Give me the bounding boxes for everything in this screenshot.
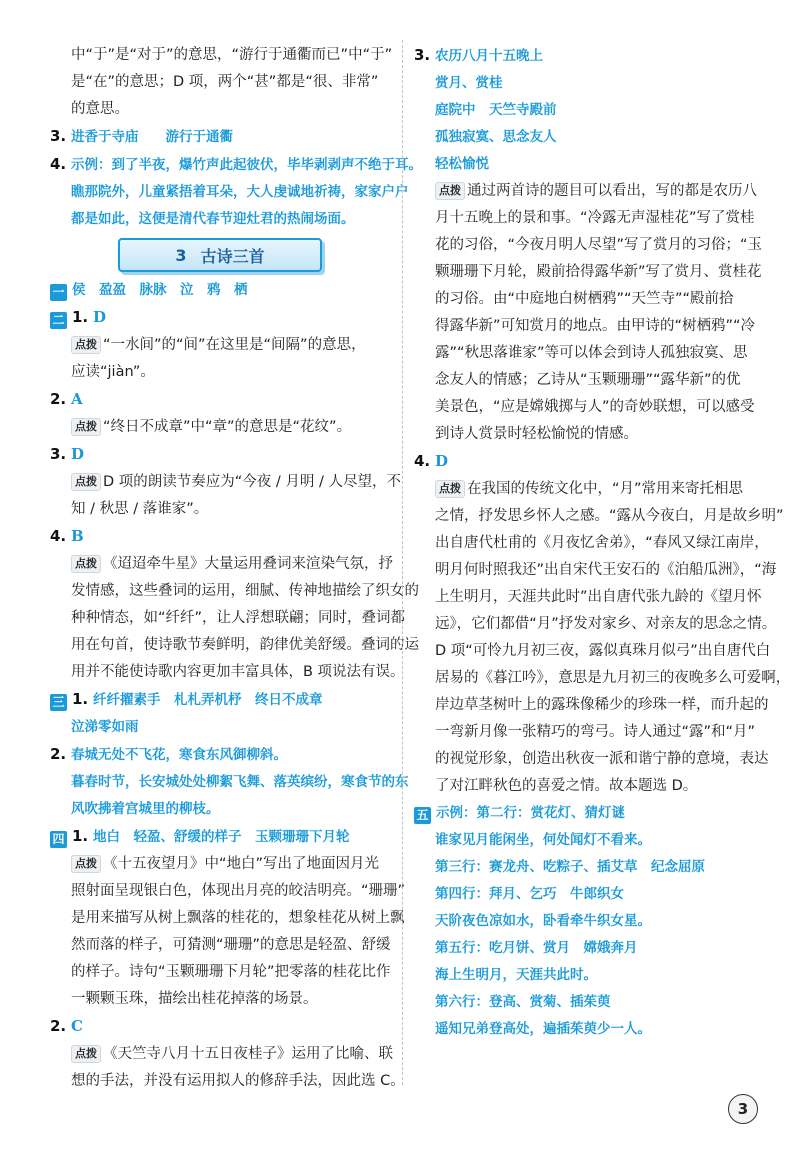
section-marker: 二 <box>50 312 67 329</box>
column-divider <box>402 40 403 1085</box>
body-text: 居易的《暮江吟》，意思是九月初三的夜晚多么可爱啊， <box>435 670 791 686</box>
answer-choice: C <box>71 1017 83 1035</box>
heading-box <box>118 238 322 272</box>
question-number: 2. <box>50 745 67 763</box>
text-line <box>50 769 409 796</box>
text-line <box>414 935 759 962</box>
text-line <box>50 277 390 304</box>
text-line <box>50 304 390 332</box>
text-line <box>414 719 759 746</box>
text-line <box>50 551 393 578</box>
text-line <box>414 286 759 313</box>
text-line <box>50 42 393 69</box>
answer-text: 进香于寺庙 游行于通衢 <box>71 129 233 145</box>
tip-tag: 点拨 <box>71 418 101 436</box>
body-text: 中“于”是“对于”的意思，“游行于通衢而已”中“于” <box>71 47 393 63</box>
answer-text: 暮春时节，长安城处处柳絮飞舞、落英缤纷，寒食节的东 <box>71 774 409 790</box>
text-line <box>414 746 769 773</box>
body-text: 想的手法，并没有运用拟人的修辞手法，因此选 C。 <box>71 1073 405 1089</box>
tip-tag: 点拨 <box>71 473 101 491</box>
text-line <box>50 632 419 659</box>
text-line <box>50 851 390 878</box>
answer-text: 地白 轻盈、舒缓的样子 玉颗珊珊下月轮 <box>93 829 350 845</box>
tip-tag: 点拨 <box>71 855 101 873</box>
answer-text: 第三行：赛龙舟、吃粽子、插艾草 纪念屈原 <box>435 859 705 875</box>
body-text: 照射面呈现银白色，体现出月亮的皎洁明亮。“珊珊” <box>71 883 406 899</box>
text-line <box>414 476 759 503</box>
answer-text: 第六行：登高、赏菊、插茱萸 <box>435 994 611 1010</box>
body-text: 种种情态，如“纤纤”，让人浮想联翩；同时，叠词都 <box>71 610 406 626</box>
text-line <box>50 123 390 151</box>
body-text: 岸边草茎树叶上的露珠像稀少的珍珠一样，而升起的 <box>435 697 769 713</box>
body-text: 然而落的样子，可猜测“珊珊”的意思是轻盈、舒缓 <box>71 937 391 953</box>
body-text: 的视觉形象，创造出秋夜一派和谐宁静的意境，表达 <box>435 751 769 767</box>
text-line <box>50 878 406 905</box>
section-marker: 三 <box>50 694 67 711</box>
body-text: 应读“jiàn”。 <box>71 364 155 380</box>
answer-choice: D <box>93 308 107 326</box>
answer-text: 示例：第二行：赏花灯、猜灯谜 <box>436 805 625 821</box>
answer-text: 第五行：吃月饼、赏月 嫦娥奔月 <box>435 940 638 956</box>
left-column <box>50 42 422 1095</box>
section-heading <box>50 233 390 277</box>
text-line <box>414 70 759 97</box>
answer-text: 遥知兄弟登高处，遍插茱萸少一人。 <box>435 1021 651 1037</box>
body-text: 知 / 秋思 / 落谁家”。 <box>71 501 209 517</box>
text-line <box>50 905 405 932</box>
answer-text: 孤独寂寞、思念友人 <box>435 129 557 145</box>
body-text: 发情感，这些叠词的运用，细腻、传神地描绘了织女的 <box>71 583 419 599</box>
section-marker: 一 <box>50 284 67 301</box>
text-line <box>414 692 769 719</box>
text-line <box>414 421 759 448</box>
text-line <box>414 232 763 259</box>
text-line <box>50 414 390 441</box>
section-marker: 四 <box>50 831 67 848</box>
text-line <box>50 605 406 632</box>
body-text: 一颗颗玉珠，描绘出桂花掉落的场景。 <box>71 991 318 1007</box>
answer-text: 都是如此，这便是清代春节迎灶君的热闹场面。 <box>71 211 355 227</box>
answer-choice: D <box>435 452 449 470</box>
heading-title: 古诗三首 <box>200 246 265 266</box>
text-line <box>414 611 777 638</box>
text-line <box>414 124 759 151</box>
body-text: 了对江畔秋色的喜爱之情。故本题选 D。 <box>435 778 698 794</box>
text-line <box>414 800 759 827</box>
tip-tag: 点拨 <box>71 555 101 573</box>
text-line <box>50 796 390 823</box>
text-line <box>414 908 759 935</box>
tip-tag: 点拨 <box>71 336 101 354</box>
body-text: D 项的朗读节奏应为“今夜 / 月明 / 人尽望，不 <box>103 474 401 490</box>
text-line <box>414 205 759 232</box>
text-line <box>414 665 791 692</box>
answer-text: 农历八月十五晚上 <box>435 48 543 64</box>
answer-text: 赏月、赏桂 <box>435 75 503 91</box>
tip-tag: 点拨 <box>71 1045 101 1063</box>
text-line <box>50 441 390 469</box>
answer-text: 庭院中 天竺寺殿前 <box>435 102 557 118</box>
question-number: 4. <box>414 452 431 470</box>
question-number: 1. <box>72 690 89 708</box>
text-line <box>50 714 390 741</box>
question-number: 3. <box>50 445 67 463</box>
tip-tag: 点拨 <box>435 480 465 498</box>
text-line <box>414 584 762 611</box>
body-text: 念友人的情感；乙诗从“玉颗珊珊”“露华新”的优 <box>435 372 741 388</box>
body-text: 花的习俗，“今夜月明人尽望”写了赏月的习俗；“玉 <box>435 237 763 253</box>
body-text: 的习俗。由“中庭地白树栖鸦”“天竺寺”“殿前拾 <box>435 291 734 307</box>
text-line <box>414 394 759 421</box>
question-number: 4. <box>50 155 67 173</box>
answer-text: 纤纤擢素手 札札弄机杼 终日不成章 <box>93 692 323 708</box>
text-line <box>50 179 409 206</box>
body-text: 的样子。诗句“玉颗珊珊下月轮”把零落的桂花比作 <box>71 964 391 980</box>
body-text: “一水间”的“间”在这里是“间隔”的意思， <box>103 337 366 353</box>
text-line <box>414 827 759 854</box>
text-line <box>50 741 390 769</box>
body-text: 出自唐代杜甫的《月夜忆舍弟》，“春风又绿江南岸， <box>435 535 769 551</box>
body-text: 明月何时照我还”出自宋代王安石的《泊船瓜洲》，“海 <box>435 562 777 578</box>
answer-text: 风吹拂着宫城里的柳枝。 <box>71 801 220 817</box>
text-line <box>414 962 759 989</box>
answer-text: 天阶夜色凉如水，卧看牵牛织女星。 <box>435 913 651 929</box>
text-line <box>414 1016 759 1043</box>
text-line <box>50 359 390 386</box>
text-line <box>50 1041 393 1068</box>
text-line <box>50 96 390 123</box>
body-text: 月十五晚上的景和事。“冷露无声湿桂花”写了赏桂 <box>435 210 755 226</box>
text-line <box>414 557 777 584</box>
text-line <box>414 854 759 881</box>
body-text: 上生明月，天涯共此时”出自唐代张九龄的《望月怀 <box>435 589 762 605</box>
body-text: 在我国的传统文化中，“月”常用来寄托相思 <box>467 481 744 497</box>
text-line <box>50 1068 405 1095</box>
text-line <box>50 386 390 414</box>
question-number: 3. <box>414 46 431 64</box>
body-text: 是用来描写从树上飘落的桂花的，想象桂花从树上飘 <box>71 910 405 926</box>
text-line <box>50 206 390 233</box>
text-line <box>50 332 390 359</box>
answer-choice: D <box>71 445 85 463</box>
text-line <box>50 932 390 959</box>
answer-text: 海上生明月，天涯共此时。 <box>435 967 597 983</box>
question-number: 1. <box>72 827 89 845</box>
text-line <box>50 659 405 686</box>
text-line <box>414 530 769 557</box>
question-number: 2. <box>50 390 67 408</box>
body-text: 之情，抒发思乡怀人之感。“露从今夜白，月是故乡明” <box>435 508 784 524</box>
text-line <box>50 469 401 496</box>
text-line <box>414 97 759 124</box>
body-text: 颗珊珊下月轮，殿前拾得露华新”写了赏月、赏桂花 <box>435 264 762 280</box>
text-line <box>414 448 759 476</box>
page-number: 3 <box>728 1094 758 1124</box>
body-text: 到诗人赏景时轻松愉悦的情感。 <box>435 426 638 442</box>
text-line <box>50 496 390 523</box>
text-line <box>50 69 390 96</box>
question-number: 3. <box>50 127 67 145</box>
body-text: “终日不成章”中“章”的意思是“花纹”。 <box>103 419 352 435</box>
body-text: 用在句首，使诗歌节奏鲜明，韵律优美舒缓。叠词的运 <box>71 637 419 653</box>
text-line <box>50 523 390 551</box>
text-line <box>50 959 390 986</box>
question-number: 4. <box>50 527 67 545</box>
body-text: 远》，它们都借“月”抒发对家乡、对亲友的思念之情。 <box>435 616 777 632</box>
text-line <box>50 823 390 851</box>
body-text: 露”“秋思落谁家”等可以体会到诗人孤独寂寞、思 <box>435 345 748 361</box>
text-line <box>414 151 759 178</box>
answer-text: 轻松愉悦 <box>435 156 489 172</box>
text-line <box>50 686 390 714</box>
right-column <box>414 42 791 1043</box>
text-line <box>414 773 759 800</box>
text-line <box>414 259 762 286</box>
body-text: 用并不能使诗歌内容更加丰富具体，B 项说法有误。 <box>71 664 405 680</box>
body-text: 得露华新”可知赏月的地点。由甲诗的“树栖鸦”“冷 <box>435 318 756 334</box>
text-line <box>50 986 390 1013</box>
text-line <box>50 151 422 179</box>
body-text: 《天竺寺八月十五日夜桂子》运用了比喻、联 <box>103 1046 393 1062</box>
answer-text: 瞧那院外，儿童紧捂着耳朵，大人虔诚地祈祷，家家户户 <box>71 184 409 200</box>
answer-choice: A <box>71 390 83 408</box>
text-line <box>414 989 759 1016</box>
body-text: 《迢迢牵牛星》大量运用叠词来渲染气氛，抒 <box>103 556 393 572</box>
text-line <box>414 638 771 665</box>
section-marker: 五 <box>414 807 431 824</box>
body-text: 通过两首诗的题目可以看出，写的都是农历八 <box>467 183 757 199</box>
answer-text: 春城无处不飞花，寒食东风御柳斜。 <box>71 747 287 763</box>
answer-choice: B <box>71 527 84 545</box>
body-text: 《十五夜望月》中“地白”写出了地面因月光 <box>103 856 380 872</box>
answer-text: 谁家见月能闲坐，何处闻灯不看来。 <box>435 832 651 848</box>
heading-number: 3 <box>175 245 187 265</box>
text-line <box>414 367 759 394</box>
answer-text: 第四行：拜月、乞巧 牛郎织女 <box>435 886 624 902</box>
question-number: 2. <box>50 1017 67 1035</box>
body-text: D 项“可怜九月初三夜，露似真珠月似弓”出自唐代白 <box>435 643 771 659</box>
text-line <box>414 503 784 530</box>
body-text: 美景色，“应是嫦娥掷与人”的奇妙联想，可以感受 <box>435 399 755 415</box>
answer-text: 示例：到了半夜，爆竹声此起彼伏，毕毕剥剥声不绝于耳。 <box>71 157 422 173</box>
text-line <box>414 42 759 70</box>
body-text: 是“在”的意思；D 项，两个“甚”都是“很、非常” <box>71 74 379 90</box>
text-line <box>414 340 759 367</box>
answer-text: 侯 盈盈 脉脉 泣 鸦 栖 <box>72 282 248 298</box>
text-line <box>50 1013 390 1041</box>
answer-text: 泣涕零如雨 <box>71 719 139 735</box>
question-number: 1. <box>72 308 89 326</box>
body-text: 一弯新月像一张精巧的弯弓。诗人通过“露”和“月” <box>435 724 756 740</box>
text-line <box>50 578 419 605</box>
text-line <box>414 881 759 908</box>
body-text: 的意思。 <box>71 101 129 117</box>
text-line <box>414 178 759 205</box>
tip-tag: 点拨 <box>435 182 465 200</box>
text-line <box>414 313 759 340</box>
